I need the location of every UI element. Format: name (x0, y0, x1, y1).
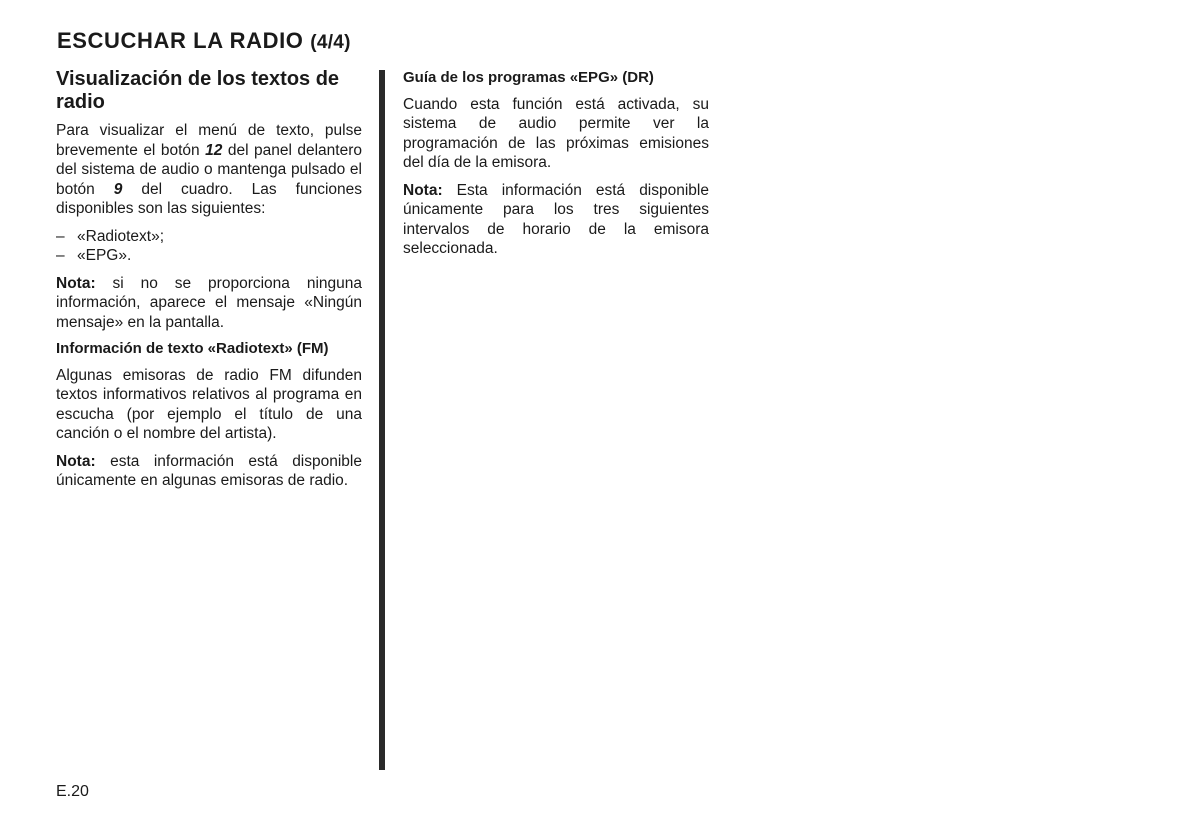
dash-bullet: – (56, 227, 65, 245)
note-label: Nota: (56, 452, 96, 470)
intro-paragraph (56, 121, 362, 219)
list-item-text: «EPG». (77, 247, 132, 264)
intro-text-3: del cuadro. Las funciones disponibles son las siguientes: (56, 180, 362, 217)
subheading-radiotext: Información de texto «Radiotext» (FM) (56, 340, 329, 357)
note-paragraph (403, 181, 709, 259)
note-label: Nota: (56, 274, 96, 292)
radiotext-paragraph: Algunas emisoras de radio FM difunden textos informativos relativos al programa en escucha (por ejemplo el título de una canción o el nombre del artista). (56, 366, 362, 442)
note-text: Esta información está disponible únicamente para los tres siguientes intervalos de horario de la emisora seleccionada. (403, 181, 709, 257)
note-paragraph (56, 274, 362, 333)
intro-text-1: Para visualizar el menú de texto, pulse brevemente el botón (56, 122, 362, 159)
functions-list (56, 227, 362, 266)
list-item (56, 227, 362, 247)
page-title-text: ESCUCHAR LA RADIO (57, 28, 304, 53)
note-text: si no se proporciona ninguna información, aparece el mensaje «Ningún mensaje» en la pantalla. (56, 274, 362, 331)
section-heading: Visualización de los textos de radio (56, 68, 340, 113)
subheading-epg: Guía de los programas «EPG» (DR) (403, 69, 654, 86)
list-item (56, 246, 362, 266)
page-part-indicator: (4/4) (310, 32, 351, 53)
note-text: esta información está disponible únicamente en algunas emisoras de radio. (56, 452, 362, 489)
button-9-ref: 9 (113, 180, 123, 198)
page-number: E.20 (56, 783, 89, 800)
right-column (403, 68, 709, 267)
intro-text-2: del panel delantero del sistema de audio o mantenga pulsado el botón (56, 141, 362, 198)
left-column (56, 68, 362, 499)
list-item-text: «Radiotext»; (77, 227, 165, 245)
note-paragraph (56, 452, 362, 491)
page-title (57, 28, 351, 56)
button-12-ref: 12 (205, 141, 223, 159)
note-label: Nota: (403, 181, 443, 199)
column-divider (379, 70, 385, 770)
dash-bullet: – (56, 247, 65, 264)
epg-paragraph: Cuando esta función está activada, su sistema de audio permite ver la programación de las próximas emisiones del día de la emisora. (403, 95, 709, 171)
